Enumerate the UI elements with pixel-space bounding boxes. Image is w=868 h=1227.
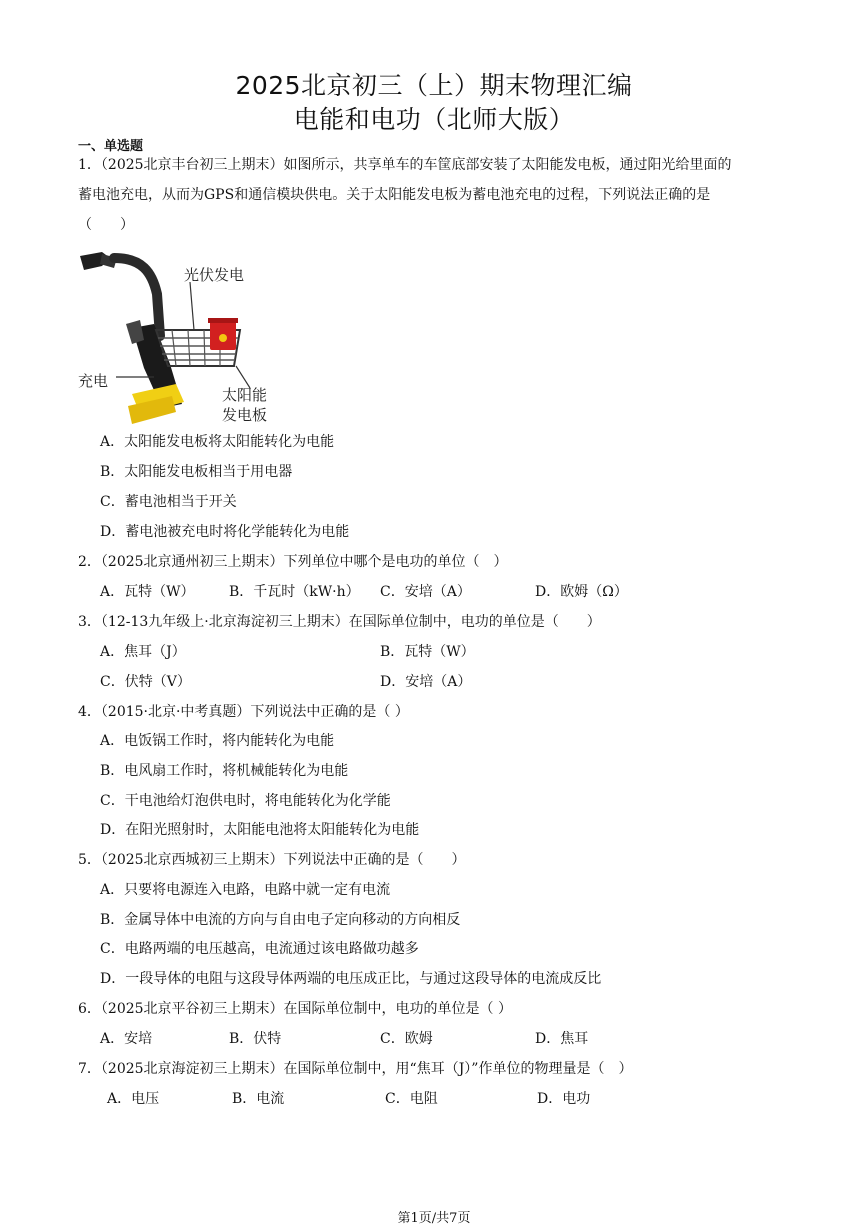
bicycle-solar-figure <box>72 244 292 428</box>
q1-option-c: C．蓄电池相当于开关 <box>100 494 237 510</box>
q4-option-d: D．在阳光照射时，太阳能电池将太阳能转化为电能 <box>100 822 420 838</box>
q7-option-b: B．电流 <box>232 1091 285 1107</box>
q3-option-d: D．安培（A） <box>380 674 472 690</box>
q2-option-a: A．瓦特（W） <box>100 584 195 600</box>
label-charging: 充电 <box>78 372 109 390</box>
q6-option-d: D．焦耳 <box>535 1031 589 1047</box>
question-3: 3．（12-13九年级上·北京海淀初三上期末）在国际单位制中，电功的单位是（ ） <box>78 614 601 630</box>
q6-option-c: C．欧姆 <box>380 1031 433 1047</box>
q5-option-d: D．一段导体的电阻与这段导体两端的电压成正比，与通过这段导体的电流成反比 <box>100 971 602 987</box>
q3-option-b: B．瓦特（W） <box>380 644 475 660</box>
q3-option-a: A．焦耳（J） <box>100 644 186 660</box>
label-pv-generation: 光伏发电 <box>184 266 245 284</box>
question-1-line-2: 蓄电池充电，从而为GPS和通信模块供电。关于太阳能发电板为蓄电池充电的过程，下列说法正确的是 <box>78 187 711 203</box>
q7-option-c: C．电阻 <box>385 1091 438 1107</box>
q6-option-a: A．安培 <box>100 1031 153 1047</box>
document-title: 2025北京初三（上）期末物理汇编 <box>235 71 633 100</box>
label-solar-panel-line1: 太阳能 <box>222 386 268 404</box>
q5-option-a: A．只要将电源连入电路，电路中就一定有电流 <box>100 882 391 898</box>
q1-option-d: D．蓄电池被充电时将化学能转化为电能 <box>100 524 350 540</box>
question-2: 2．（2025北京通州初三上期末）下列单位中哪个是电功的单位（ ） <box>78 554 508 570</box>
q1-option-a: A．太阳能发电板将太阳能转化为电能 <box>100 434 335 450</box>
q4-option-b: B．电风扇工作时，将机械能转化为电能 <box>100 763 349 779</box>
document-subtitle: 电能和电功（北师大版） <box>293 105 575 134</box>
question-1-line-1: 1．（2025北京丰台初三上期末）如图所示，共享单车的车筐底部安装了太阳能发电板，通过阳光给里面的 <box>78 157 732 173</box>
question-6: 6．（2025北京平谷初三上期末）在国际单位制中，电功的单位是（ ） <box>78 1001 512 1017</box>
page-number-footer: 第1页/共7页 <box>397 1211 471 1226</box>
q7-option-d: D．电功 <box>537 1091 591 1107</box>
question-4: 4．（2015·北京·中考真题）下列说法中正确的是（ ） <box>78 704 409 720</box>
question-5: 5．（2025北京西城初三上期末）下列说法中正确的是（ ） <box>78 852 466 868</box>
q5-option-b: B．金属导体中电流的方向与自由电子定向移动的方向相反 <box>100 912 461 928</box>
section-heading: 一、单选题 <box>78 139 144 154</box>
q1-option-b: B．太阳能发电板相当于用电器 <box>100 464 293 480</box>
q3-option-c: C．伏特（V） <box>100 674 191 690</box>
q4-option-c: C．干电池给灯泡供电时，将电能转化为化学能 <box>100 793 391 809</box>
q2-option-d: D．欧姆（Ω） <box>535 584 628 600</box>
q6-option-b: B．伏特 <box>229 1031 282 1047</box>
q4-option-a: A．电饭锅工作时，将内能转化为电能 <box>100 733 335 749</box>
q7-option-a: A．电压 <box>107 1091 160 1107</box>
q2-option-b: B．千瓦时（kW·h） <box>229 584 360 600</box>
label-solar-panel-line2: 发电板 <box>222 406 268 424</box>
question-1-line-3: （ ） <box>78 217 134 233</box>
q2-option-c: C．安培（A） <box>380 584 471 600</box>
question-7: 7．（2025北京海淀初三上期末）在国际单位制中，用“焦耳（J）”作单位的物理量是（ ） <box>78 1061 633 1077</box>
q5-option-c: C．电路两端的电压越高，电流通过该电路做功越多 <box>100 941 419 957</box>
